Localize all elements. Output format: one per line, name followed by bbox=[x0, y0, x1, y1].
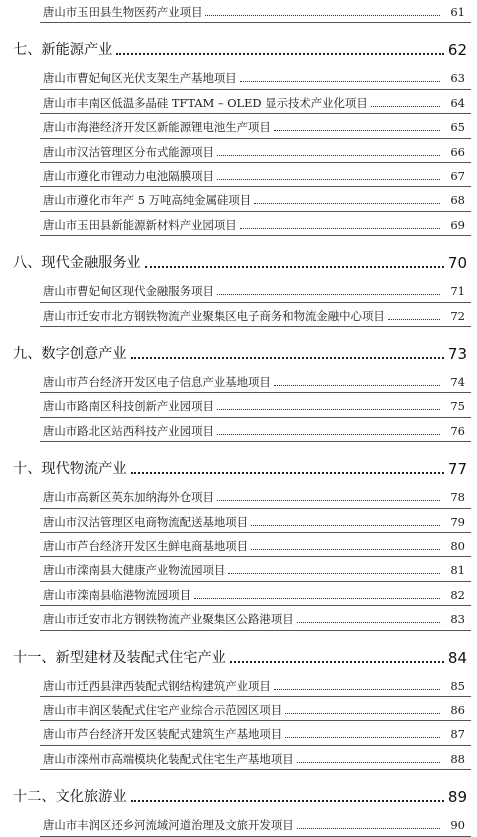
leader-dots bbox=[131, 472, 444, 474]
leader-dots bbox=[240, 228, 440, 229]
leader-dots bbox=[274, 130, 440, 131]
entry-underline bbox=[40, 581, 471, 582]
toc-entry[interactable] bbox=[43, 279, 465, 299]
section-title: 十一、新型建材及装配式住宅产业 bbox=[13, 649, 226, 666]
entry-title: 唐山市玉田县新能源新材料产业园项目 bbox=[43, 217, 237, 232]
entry-underline bbox=[40, 769, 471, 770]
leader-dots bbox=[217, 434, 440, 435]
toc-entry[interactable] bbox=[43, 188, 465, 208]
leader-dots bbox=[274, 385, 440, 386]
entry-page-number: 88 bbox=[450, 751, 465, 766]
entry-title: 唐山市汉沽管理区电商物流配送基地项目 bbox=[43, 514, 249, 529]
entry-underline bbox=[40, 113, 471, 114]
toc-entry[interactable] bbox=[43, 66, 465, 86]
entry-page-number: 86 bbox=[450, 703, 465, 717]
toc-entry[interactable] bbox=[43, 164, 465, 184]
leader-dots bbox=[194, 598, 440, 599]
leader-dots bbox=[205, 15, 440, 16]
leader-dots bbox=[251, 549, 440, 550]
entry-title: 唐山市遵化市锂动力电池隔膜项目 bbox=[43, 169, 214, 183]
toc-entry[interactable] bbox=[43, 304, 465, 324]
toc-entry[interactable] bbox=[43, 419, 465, 439]
toc-entry[interactable] bbox=[43, 583, 465, 603]
entry-page-number: 85 bbox=[450, 678, 465, 693]
entry-page-number: 76 bbox=[450, 423, 465, 438]
section-page-number: 77 bbox=[447, 460, 467, 479]
entry-page-number: 61 bbox=[450, 5, 465, 19]
entry-underline bbox=[40, 417, 471, 418]
entry-page-number: 82 bbox=[450, 587, 465, 602]
entry-page-number: 83 bbox=[450, 612, 465, 627]
entry-title: 唐山市芦台经济开发区电子信息产业基地项目 bbox=[43, 375, 271, 389]
entry-underline bbox=[40, 836, 471, 837]
entry-page-number: 87 bbox=[450, 727, 465, 742]
entry-title: 唐山市滦南县大健康产业物流园项目 bbox=[43, 563, 226, 578]
toc-entry[interactable] bbox=[43, 0, 465, 20]
entry-page-number: 67 bbox=[450, 169, 465, 183]
entry-underline bbox=[40, 605, 471, 606]
entry-page-number: 81 bbox=[450, 563, 465, 578]
leader-dots bbox=[116, 53, 444, 55]
entry-title: 唐山市路南区科技创新产业园项目 bbox=[43, 399, 214, 414]
section-heading[interactable] bbox=[13, 340, 467, 364]
entry-underline bbox=[40, 186, 471, 187]
leader-dots bbox=[145, 266, 444, 268]
leader-dots bbox=[217, 500, 440, 501]
toc-entry[interactable] bbox=[43, 674, 465, 694]
leader-dots bbox=[285, 713, 440, 714]
entry-title: 唐山市海港经济开发区新能源锂电池生产项目 bbox=[43, 120, 271, 135]
entry-page-number: 66 bbox=[450, 144, 465, 159]
leader-dots bbox=[274, 689, 440, 690]
entry-underline bbox=[40, 556, 471, 557]
toc-entry[interactable] bbox=[43, 607, 465, 627]
toc-entry[interactable] bbox=[43, 510, 465, 530]
entry-page-number: 71 bbox=[450, 284, 465, 299]
leader-dots bbox=[251, 525, 440, 526]
section-heading[interactable] bbox=[13, 644, 467, 668]
entry-page-number: 79 bbox=[450, 514, 465, 529]
toc-entry[interactable] bbox=[43, 722, 465, 742]
toc-entry[interactable] bbox=[43, 394, 465, 414]
entry-underline bbox=[40, 326, 471, 327]
entry-underline bbox=[40, 508, 471, 509]
toc-entry[interactable] bbox=[43, 558, 465, 578]
section-heading[interactable] bbox=[13, 783, 467, 807]
entry-page-number: 72 bbox=[450, 308, 465, 323]
toc-entry[interactable] bbox=[43, 485, 465, 505]
leader-dots bbox=[254, 203, 440, 204]
entry-title: 唐山市玉田县生物医药产业项目 bbox=[43, 5, 203, 19]
entry-underline bbox=[40, 89, 471, 90]
leader-dots bbox=[297, 828, 440, 829]
leader-dots bbox=[240, 81, 440, 82]
entry-page-number: 74 bbox=[450, 375, 465, 389]
entry-title: 唐山市迁西县津西装配式钢结构建筑产业项目 bbox=[43, 678, 271, 693]
toc-entry[interactable] bbox=[43, 213, 465, 233]
entry-title: 唐山市迁安市北方钢铁物流产业聚集区电子商务和物流金融中心项目 bbox=[43, 308, 385, 323]
toc-entry[interactable] bbox=[43, 534, 465, 554]
leader-dots bbox=[217, 179, 440, 180]
entry-title: 唐山市丰润区还乡河流域河道治理及文旅开发项目 bbox=[43, 818, 294, 833]
entry-page-number: 90 bbox=[450, 818, 465, 833]
section-title: 十二、文化旅游业 bbox=[13, 789, 127, 806]
entry-underline bbox=[40, 630, 471, 631]
entry-title: 唐山市芦台经济开发区装配式建筑生产基地项目 bbox=[43, 727, 283, 742]
entry-underline bbox=[40, 441, 471, 442]
entry-title: 唐山市滦州市高端模块化装配式住宅生产基地项目 bbox=[43, 751, 294, 766]
toc-entry[interactable] bbox=[43, 698, 465, 718]
entry-underline bbox=[40, 392, 471, 393]
entry-page-number: 69 bbox=[450, 217, 465, 232]
section-page-number: 62 bbox=[447, 41, 467, 60]
entry-title: 唐山市曹妃甸区现代金融服务项目 bbox=[43, 284, 214, 299]
leader-dots bbox=[131, 800, 444, 802]
section-title: 九、数字创意产业 bbox=[13, 346, 127, 362]
section-page-number: 89 bbox=[447, 788, 467, 807]
leader-dots bbox=[297, 762, 440, 763]
entry-underline bbox=[40, 720, 471, 721]
entry-underline bbox=[40, 22, 471, 23]
entry-underline bbox=[40, 211, 471, 212]
entry-page-number: 63 bbox=[450, 71, 465, 86]
entry-underline bbox=[40, 696, 471, 697]
entry-title: 唐山市路北区站西科技产业园项目 bbox=[43, 423, 214, 438]
entry-title: 唐山市丰润区装配式住宅产业综合示范园区项目 bbox=[43, 703, 283, 717]
leader-dots bbox=[388, 319, 440, 320]
entry-underline bbox=[40, 532, 471, 533]
section-heading[interactable] bbox=[13, 455, 467, 479]
entry-title: 唐山市遵化市年产 5 万吨高纯金属硅项目 bbox=[43, 193, 252, 208]
toc-entry[interactable] bbox=[43, 747, 465, 767]
entry-title: 唐山市汉沽管理区分布式能源项目 bbox=[43, 144, 214, 159]
leader-dots bbox=[228, 573, 440, 574]
section-page-number: 70 bbox=[447, 254, 467, 273]
leader-dots bbox=[371, 106, 440, 107]
entry-title: 唐山市曹妃甸区光伏支架生产基地项目 bbox=[43, 71, 237, 86]
entry-page-number: 75 bbox=[450, 399, 465, 414]
section-title: 八、现代金融服务业 bbox=[13, 255, 141, 272]
entry-page-number: 68 bbox=[450, 193, 465, 208]
toc-entry[interactable] bbox=[43, 91, 465, 111]
leader-dots bbox=[131, 357, 444, 359]
toc-entry[interactable] bbox=[43, 813, 465, 833]
leader-dots bbox=[230, 661, 444, 663]
entry-underline bbox=[40, 235, 471, 236]
entry-title: 唐山市高新区英东加纳海外仓项目 bbox=[43, 490, 214, 505]
section-title: 七、新能源产业 bbox=[13, 42, 113, 59]
leader-dots bbox=[217, 155, 440, 156]
entry-underline bbox=[40, 745, 471, 746]
section-title: 十、现代物流产业 bbox=[13, 461, 127, 478]
entry-page-number: 78 bbox=[450, 490, 465, 505]
entry-underline bbox=[40, 138, 471, 139]
section-page-number: 84 bbox=[447, 648, 467, 667]
entry-underline bbox=[40, 302, 471, 303]
entry-title: 唐山市芦台经济开发区生鲜电商基地项目 bbox=[43, 539, 249, 553]
leader-dots bbox=[217, 409, 440, 410]
entry-title: 唐山市滦南县临港物流园项目 bbox=[43, 587, 192, 602]
entry-underline bbox=[40, 162, 471, 163]
section-heading[interactable] bbox=[13, 249, 467, 273]
section-heading[interactable] bbox=[13, 36, 467, 60]
leader-dots bbox=[285, 737, 440, 738]
leader-dots bbox=[217, 294, 440, 295]
toc-entry[interactable] bbox=[43, 115, 465, 135]
entry-page-number: 64 bbox=[450, 95, 465, 110]
toc-entry[interactable] bbox=[43, 370, 465, 390]
section-page-number: 73 bbox=[447, 345, 467, 363]
leader-dots bbox=[297, 622, 440, 623]
entry-page-number: 80 bbox=[450, 539, 465, 553]
toc-entry[interactable] bbox=[43, 140, 465, 160]
entry-title: 唐山市迁安市北方钢铁物流产业聚集区公路港项目 bbox=[43, 612, 294, 627]
entry-page-number: 65 bbox=[450, 120, 465, 135]
entry-title: 唐山市丰南区低温多晶硅 TFTAM – OLED 显示技术产业化项目 bbox=[43, 95, 368, 110]
